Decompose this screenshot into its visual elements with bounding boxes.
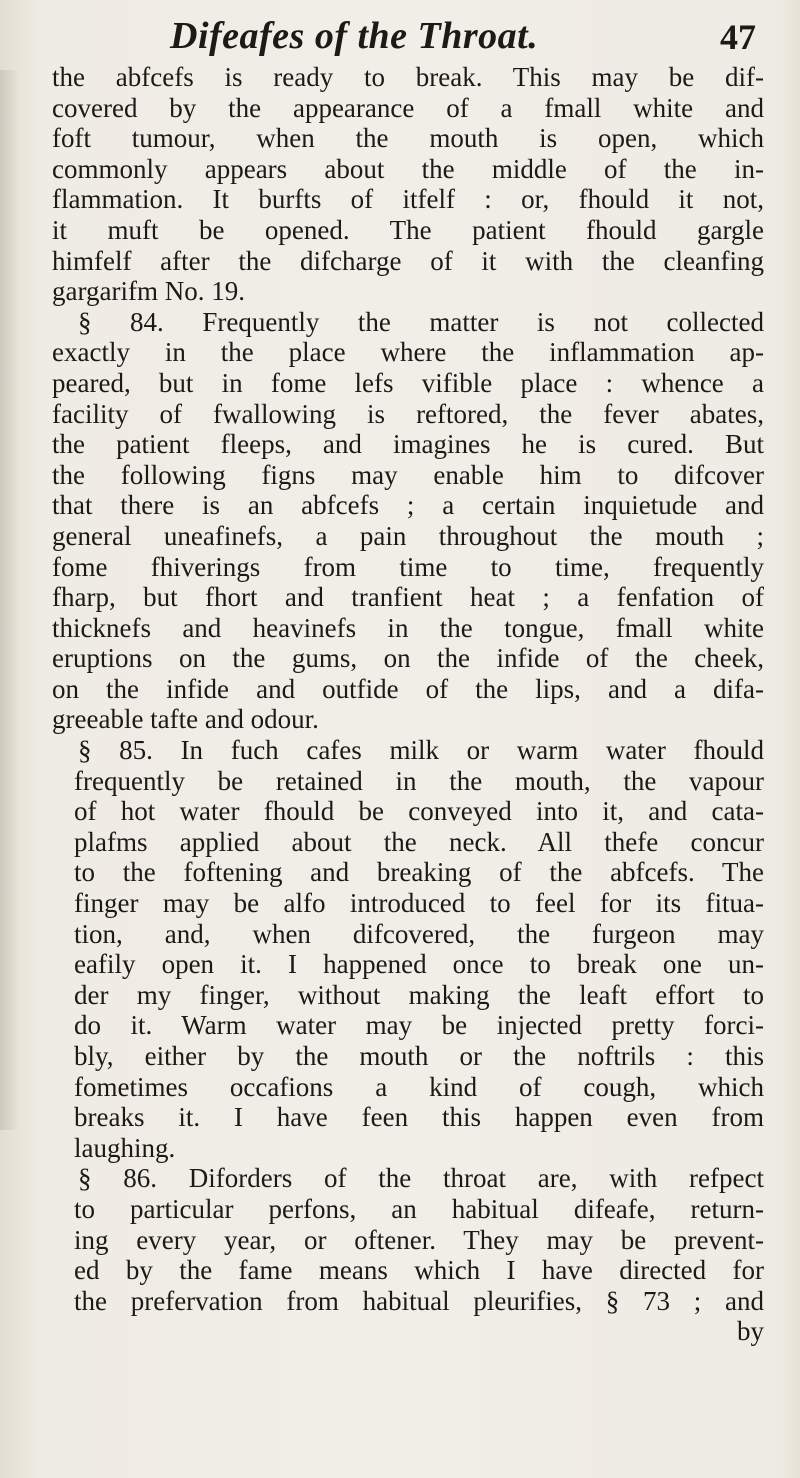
text-line: himfelf after the difcharge of it with the cleanfing: [52, 245, 764, 276]
text-line: breaks it. I have feen this happen even from: [74, 1102, 764, 1133]
text-line: ing every year, or oftener. They may be prevent-: [74, 1224, 764, 1255]
text-line: tion, and, when difcovered, the furgeon may: [74, 918, 764, 949]
text-line: thicknefs and heavinefs in the tongue, fmall white: [52, 612, 764, 643]
running-title: Difeafes of the Throat.: [170, 15, 539, 57]
text-line: facility of fwallowing is reftored, the fever abates,: [52, 398, 764, 429]
text-line: greeable tafte and odour.: [52, 704, 319, 735]
text-line: that there is an abfcefs ; a certain inquietude and: [52, 490, 764, 521]
text-line: laughing.: [74, 1132, 176, 1163]
text-line: of hot water fhould be conveyed into it, and cata-: [74, 796, 764, 827]
page-number: 47: [720, 17, 756, 57]
section-84-start: § 84. Frequently the matter is not collected: [78, 306, 764, 337]
text-line: to particular perfons, an habitual difeafe, return-: [74, 1193, 764, 1224]
text-line: der my finger, without making the leaft effort to: [74, 979, 764, 1010]
body-text: [52, 62, 764, 1347]
text-line: it muft be opened. The patient fhould gargle: [52, 214, 764, 245]
text-line: ed by the fame means which I have directed for: [74, 1255, 764, 1286]
text-line: foft tumour, when the mouth is open, which: [52, 123, 764, 154]
text-line: bly, either by the mouth or the noftrils : this: [74, 1041, 764, 1071]
text-line: gargarifm No. 19.: [52, 276, 245, 307]
text-line: fome fhiverings from time to time, frequently: [52, 551, 764, 582]
page-gutter-shadow: [0, 70, 20, 1130]
text-line: eafily open it. I happened once to break one un-: [74, 949, 764, 980]
text-line: to the foftening and breaking of the abfcefs. The: [74, 857, 764, 888]
text-line: commonly appears about the middle of the in-: [52, 153, 764, 184]
section-86-start: § 86. Diforders of the throat are, with refpect: [78, 1163, 764, 1194]
text-line: on the infide and outfide of the lips, and a difa-: [52, 673, 764, 704]
text-line: finger may be alfo introduced to feel for its fitua-: [74, 888, 764, 919]
catchword: by: [737, 1316, 764, 1347]
text-line: eruptions on the gums, on the infide of the cheek,: [52, 643, 764, 674]
text-line: frequently be retained in the mouth, the vapour: [74, 765, 764, 796]
text-line: peared, but in fome lefs vifible place : whence a: [52, 367, 764, 398]
text-line: exactly in the place where the inflammation ap-: [52, 337, 764, 368]
text-line: do it. Warm water may be injected pretty forci-: [74, 1010, 764, 1041]
page-header: [0, 10, 800, 62]
text-line: fharp, but fhort and tranfient heat ; a fenfation of: [52, 582, 764, 613]
text-line: general uneafinefs, a pain throughout the mouth ;: [52, 520, 764, 551]
text-line: fometimes occafions a kind of cough, which: [74, 1071, 764, 1102]
text-line: the patient fleeps, and imagines he is cured. But: [52, 429, 764, 460]
text-line: covered by the appearance of a fmall white and: [52, 92, 764, 123]
text-line: the abfcefs is ready to break. This may be dif-: [52, 62, 764, 92]
text-line: the following figns may enable him to difcover: [52, 459, 764, 490]
section-85-start: § 85. In fuch cafes milk or warm water fhould: [78, 735, 764, 766]
text-line: the prefervation from habitual pleurifies, § 73 ; and: [74, 1285, 764, 1316]
text-line: flammation. It burfts of itfelf : or, fhould it not,: [52, 184, 764, 215]
text-line: plafms applied about the neck. All thefe concur: [74, 826, 764, 857]
